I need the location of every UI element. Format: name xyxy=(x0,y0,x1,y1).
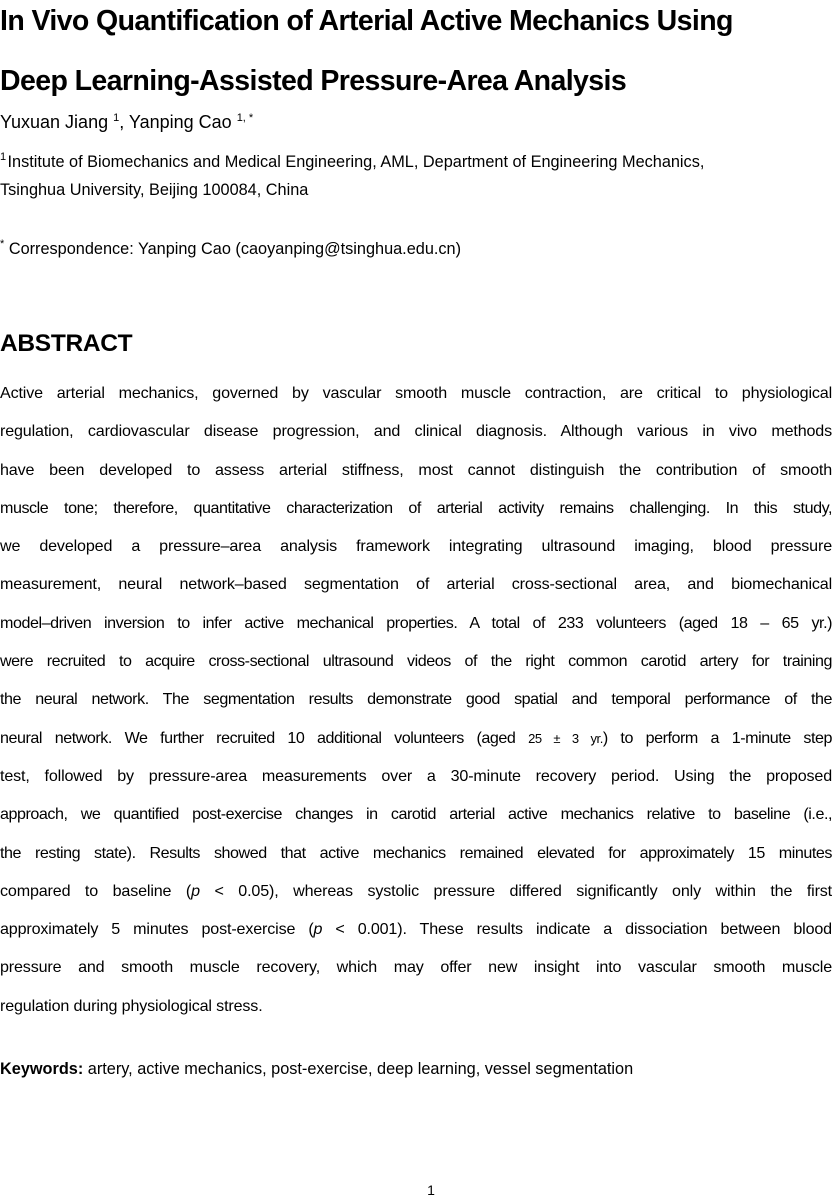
correspondence xyxy=(0,236,461,262)
abstract-line: measurement, neural network–based segmentation of arterial cross-sectional area, and biomechanical xyxy=(0,575,832,594)
keywords xyxy=(0,1056,633,1082)
abstract-line: compared to baseline (p < 0.05), whereas systolic pressure differed significantly only within the first xyxy=(0,881,832,900)
abstract-line: were recruited to acquire cross-sectional ultrasound videos of the right common carotid artery for training xyxy=(0,652,832,671)
abstract-heading: ABSTRACT xyxy=(0,330,133,357)
keywords-list: artery, active mechanics, post-exercise, deep learning, vessel segmentation xyxy=(83,1060,634,1078)
title-line-1: In Vivo Quantification of Arterial Active Mechanics Using xyxy=(0,5,733,37)
abstract-line: pressure and smooth muscle recovery, which may offer new insight into vascular smooth muscle xyxy=(0,958,832,977)
abstract-line: neural network. We further recruited 10 additional volunteers (aged 25 ± 3 yr.) to perform a 1-minute step xyxy=(0,728,832,747)
affiliation-mark: 1 xyxy=(0,151,7,163)
author-list: Yuxuan Jiang $^1$, Yanping Cao $^{1, *}$ xyxy=(0,112,254,132)
page-number: 1 xyxy=(427,1182,435,1198)
author-affiliation-mark: 1, * xyxy=(236,112,254,124)
abstract-line: regulation, cardiovascular disease progression, and clinical diagnosis. Although various in vivo methods xyxy=(0,422,832,441)
abstract-line: approach, we quantified post-exercise changes in carotid arterial active mechanics relative to baseline (i.e., xyxy=(0,805,832,824)
p-value-symbol: p xyxy=(191,881,200,900)
affiliation-line-2: Tsinghua University, Beijing 100084, China xyxy=(0,181,309,199)
paper-title xyxy=(0,0,832,108)
abstract-line: model–driven inversion to infer active mechanical properties. A total of 233 volunteers (aged 18 – 65 yr.) xyxy=(0,613,832,632)
p-value-symbol: p xyxy=(313,920,323,939)
abstract-line: test, followed by pressure-area measurements over a 30-minute recovery period. Using the proposed xyxy=(0,766,832,785)
affiliation xyxy=(0,148,832,204)
abstract-body xyxy=(0,374,832,1025)
abstract-line: the resting state). Results showed that active mechanics remained elevated for approximately 15 minutes xyxy=(0,843,832,862)
abstract-line: have been developed to assess arterial stiffness, most cannot distinguish the contribution of smooth xyxy=(0,460,832,479)
author-affiliation-mark: 1 xyxy=(113,112,120,124)
correspondence-mark: * xyxy=(0,238,5,250)
abstract-line: the neural network. The segmentation results demonstrate good spatial and temporal performance of the xyxy=(0,690,832,709)
abstract-line: we developed a pressure–area analysis framework integrating ultrasound imaging, blood pressure xyxy=(0,537,832,556)
title-line-2: Deep Learning-Assisted Pressure-Area Analysis xyxy=(0,65,627,97)
abstract-line: Active arterial mechanics, governed by vascular smooth muscle contraction, are critical to physiological xyxy=(0,384,832,402)
correspondence-text: Correspondence: Yanping Cao (caoyanping@tsinghua.edu.cn) xyxy=(8,240,462,258)
abstract-line: regulation during physiological stress. xyxy=(0,996,263,1015)
keywords-label: Keywords: xyxy=(0,1060,84,1078)
abstract-line: approximately 5 minutes post-exercise (p < 0.001). These results indicate a dissociation between blood xyxy=(0,920,832,939)
author-name: Yuxuan Jiang xyxy=(0,112,109,132)
abstract-line: muscle tone; therefore, quantitative characterization of arterial activity remains challenging. In this study, xyxy=(0,498,832,517)
author-name: Yanping Cao xyxy=(128,112,232,132)
age-range: 25 ± 3 yr. xyxy=(528,730,603,746)
affiliation-line-1: Institute of Biomechanics and Medical Engineering, AML, Department of Engineering Mechanics, xyxy=(7,153,705,171)
